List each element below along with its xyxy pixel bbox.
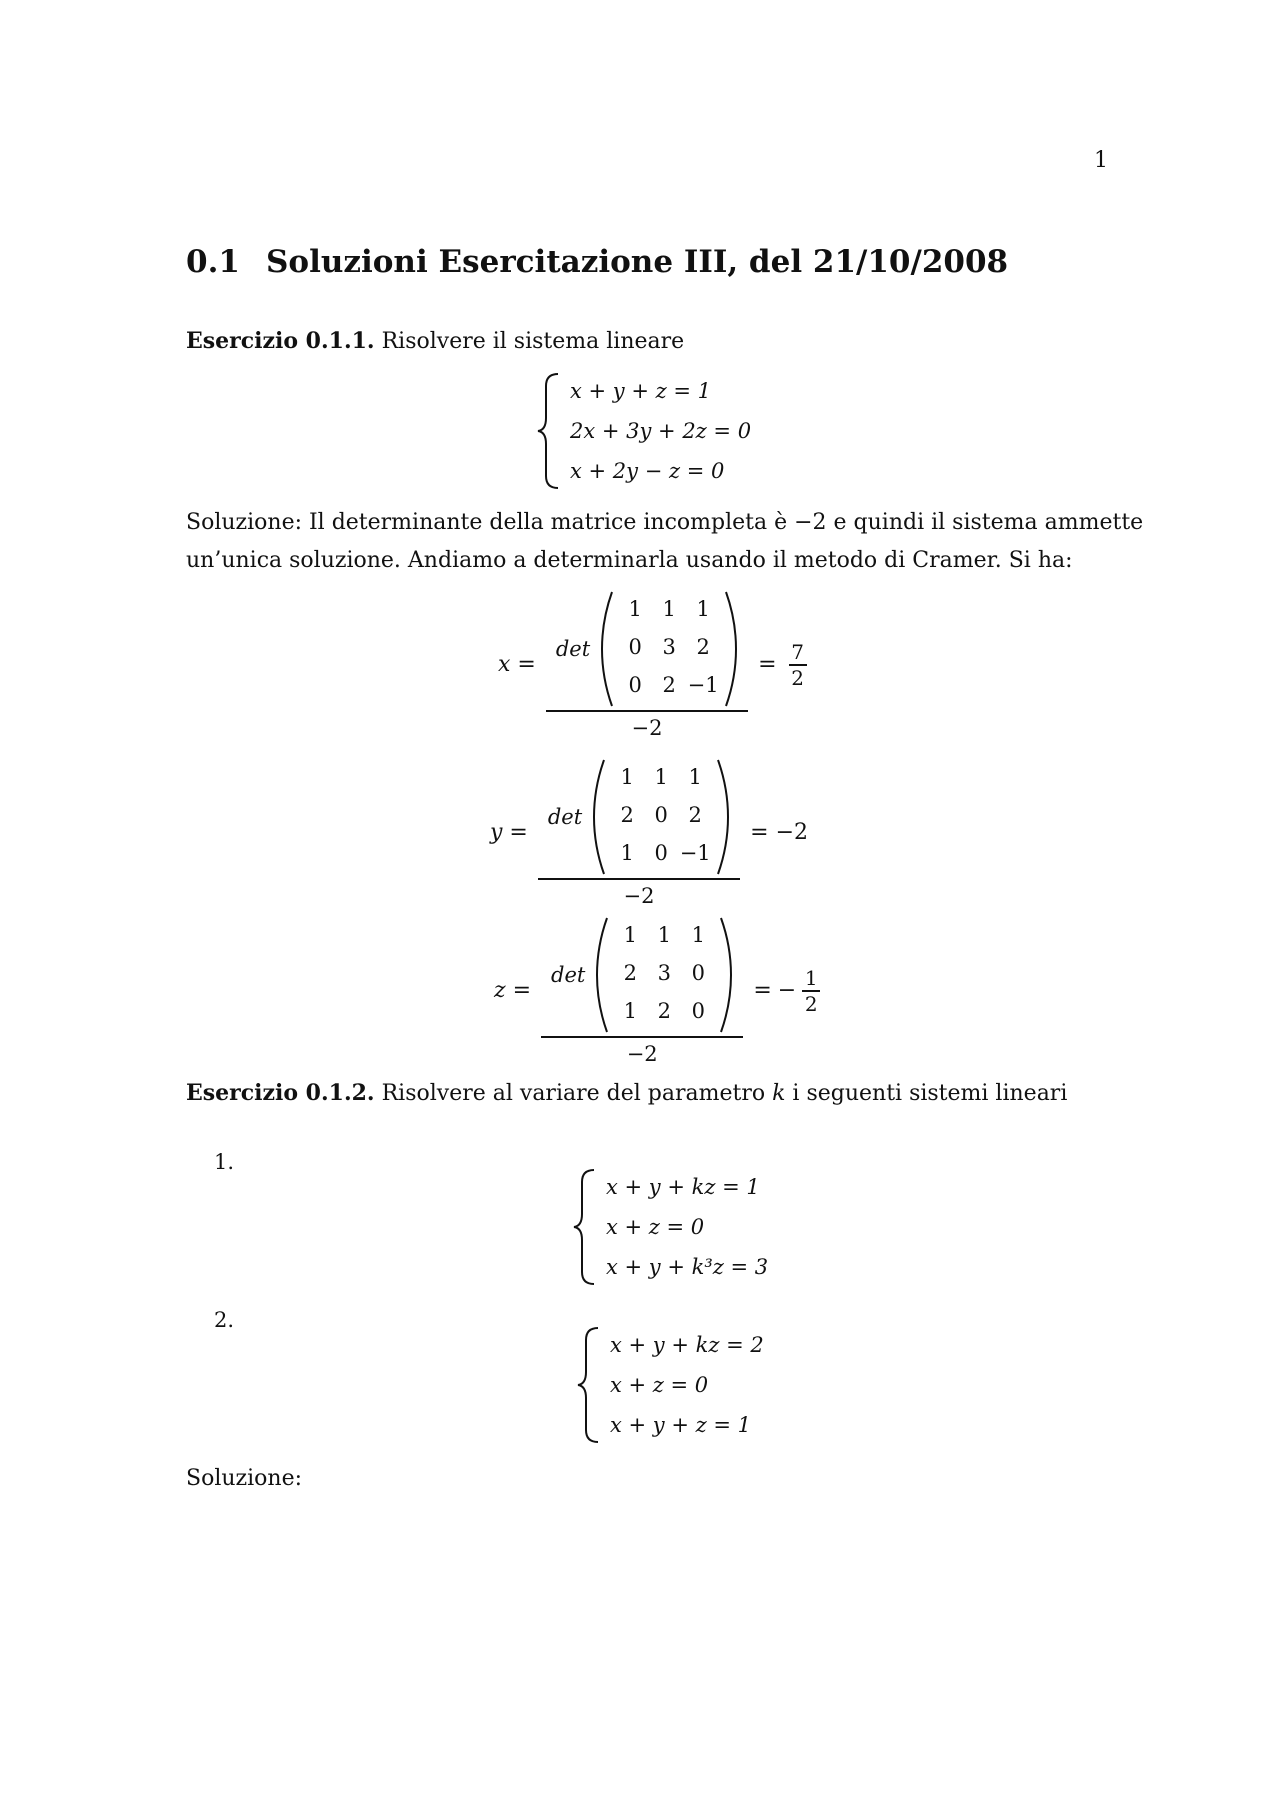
fraction-denominator: −2 — [626, 1041, 658, 1066]
det-label: det — [555, 637, 591, 661]
cramer-lhs: x = — [498, 652, 536, 678]
system-equation: x + y + kz = 1 — [606, 1175, 760, 1199]
cramer-fraction — [538, 758, 740, 908]
equals-sign: = — [758, 652, 777, 678]
exercise-1-text: Risolvere il sistema lineare — [381, 329, 685, 354]
system-equation: x + y + z = 1 — [610, 1413, 751, 1437]
matrix-entry: 1 — [623, 923, 638, 947]
system-equation: x + z = 0 — [606, 1215, 705, 1239]
fraction-denominator: −2 — [631, 715, 663, 740]
system-equation: x + 2y − z = 0 — [570, 459, 725, 483]
cramer-lhs: y = — [490, 820, 528, 846]
left-brace — [572, 1168, 598, 1286]
list-item-number: 2. — [214, 1308, 235, 1332]
det-label: det — [547, 805, 583, 829]
matrix-entry: 1 — [691, 923, 706, 947]
matrix-entry: 2 — [662, 673, 676, 697]
result-numerator: 1 — [804, 966, 818, 990]
result-numerator: 7 — [791, 640, 804, 664]
exercise-1-solution-line-2: un’unica soluzione. Andiamo a determinarla usando il metodo di Cramer. Si ha: — [186, 548, 1073, 573]
exercise-1-statement — [186, 322, 1106, 361]
exercise-2-system-2 — [576, 1326, 764, 1444]
matrix — [595, 916, 733, 1034]
cramer-result: = −2 — [750, 820, 809, 846]
section-number: 0.1 — [186, 244, 240, 280]
result-fraction — [789, 640, 807, 690]
page-number: 1 — [1094, 148, 1108, 173]
parameter-k: k — [772, 1081, 786, 1106]
cramer-z — [494, 916, 820, 1066]
matrix-entry: 1 — [628, 597, 642, 621]
result-denominator: 2 — [791, 665, 804, 690]
left-brace — [576, 1326, 602, 1444]
matrix-entry: 1 — [623, 999, 638, 1023]
cramer-fraction — [546, 590, 748, 740]
matrix-entry: 1 — [688, 765, 702, 789]
list-item-number: 1. — [214, 1150, 235, 1174]
cramer-result — [753, 966, 820, 1016]
matrix-entry: 1 — [696, 597, 710, 621]
matrix-entry: 3 — [662, 635, 676, 659]
matrix — [600, 590, 738, 708]
exercise-2-text-after: i seguenti sistemi lineari — [785, 1081, 1068, 1106]
matrix-entry: −1 — [687, 673, 719, 697]
exercise-1-label: Esercizio 0.1.1. — [186, 328, 375, 354]
left-brace — [536, 372, 562, 490]
equals-sign: = — [753, 978, 772, 1004]
matrix-entry: 0 — [654, 803, 668, 827]
system-equation: 2x + 3y + 2z = 0 — [570, 419, 752, 443]
section-title-text: Soluzioni Esercitazione III, del 21/10/2008 — [266, 244, 1009, 280]
matrix-entry: 2 — [657, 999, 672, 1023]
cramer-x — [498, 590, 807, 740]
system-equation: x + y + k³z = 3 — [606, 1255, 769, 1279]
matrix-entry: 0 — [691, 961, 706, 985]
system-equation: x + y + kz = 2 — [610, 1333, 764, 1357]
fraction-denominator: −2 — [623, 883, 655, 908]
matrix-entry: 1 — [654, 765, 668, 789]
matrix — [592, 758, 730, 876]
matrix-entry: 1 — [620, 841, 634, 865]
matrix-entry: 2 — [620, 803, 634, 827]
exercise-1-solution-line-1: Soluzione: Il determinante della matrice incompleta è −2 e quindi il sistema ammette — [186, 510, 1144, 535]
matrix-entry: 0 — [628, 635, 642, 659]
system-equation: x + z = 0 — [610, 1373, 709, 1397]
cramer-lhs: z = — [494, 978, 532, 1004]
exercise-2-text-before: Risolvere al variare del parametro — [381, 1081, 773, 1106]
matrix-entry: 1 — [657, 923, 672, 947]
matrix-entry: 2 — [696, 635, 710, 659]
matrix-entry: 3 — [657, 961, 672, 985]
det-label: det — [551, 963, 586, 987]
system-equation: x + y + z = 1 — [570, 379, 711, 403]
matrix-entry: 2 — [623, 961, 638, 985]
matrix-entry: 0 — [691, 999, 706, 1023]
result-denominator: 2 — [804, 991, 818, 1016]
exercise-2-statement — [186, 1074, 1106, 1113]
matrix-entry: −1 — [679, 841, 711, 865]
matrix-entry: 2 — [688, 803, 702, 827]
matrix-entry: 1 — [662, 597, 676, 621]
cramer-result — [758, 640, 806, 690]
matrix-entry: 0 — [654, 841, 668, 865]
cramer-y — [490, 758, 808, 908]
exercise-1-system — [536, 372, 751, 490]
exercise-2-label: Esercizio 0.1.2. — [186, 1080, 375, 1106]
cramer-fraction — [541, 916, 743, 1066]
exercise-2-solution-label: Soluzione: — [186, 1466, 302, 1491]
matrix-entry: 1 — [620, 765, 634, 789]
matrix-entry: 0 — [628, 673, 642, 697]
result-fraction — [802, 966, 820, 1016]
section-title — [186, 244, 1008, 280]
exercise-2-system-1 — [572, 1168, 768, 1286]
result-sign: − — [777, 978, 797, 1004]
